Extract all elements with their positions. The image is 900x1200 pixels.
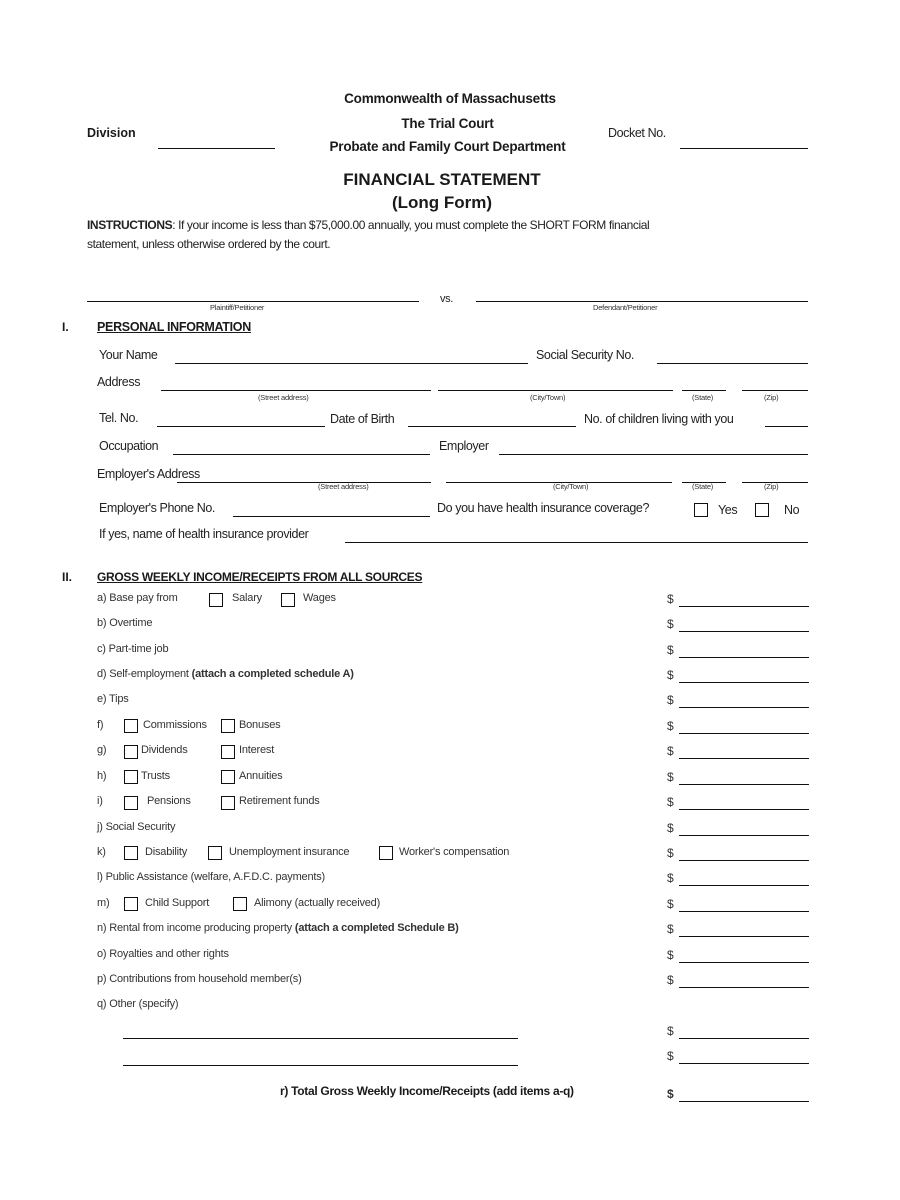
amount-field-o[interactable] — [679, 962, 809, 963]
amount-field-g[interactable] — [679, 758, 809, 759]
amount-field-m[interactable] — [679, 911, 809, 912]
plaintiff-field[interactable] — [87, 301, 419, 302]
other-specify-field-1[interactable] — [123, 1038, 518, 1039]
alimony-checkbox[interactable] — [233, 897, 247, 911]
other-specify-field-2[interactable] — [123, 1065, 518, 1066]
dollar-sign: $ — [667, 1049, 674, 1063]
your-name-label: Your Name — [99, 348, 158, 362]
commissions-label: Commissions — [143, 719, 207, 731]
section2-title: GROSS WEEKLY INCOME/RECEIPTS FROM ALL SOURCES — [97, 570, 423, 584]
vs-label: vs. — [440, 293, 453, 305]
dollar-sign: $ — [667, 897, 674, 911]
ssn-field[interactable] — [657, 363, 808, 364]
dollar-sign: $ — [667, 821, 674, 835]
dollar-sign: $ — [667, 948, 674, 962]
defendant-label: Defendant/Petitioner — [593, 303, 658, 312]
item-p-label: p) Contributions from household member(s) — [97, 973, 302, 985]
page-subtitle: (Long Form) — [391, 193, 493, 212]
amount-field-p[interactable] — [679, 987, 809, 988]
division-field[interactable] — [158, 148, 275, 149]
interest-checkbox[interactable] — [221, 745, 235, 759]
occupation-field[interactable] — [173, 454, 430, 455]
amount-field-c[interactable] — [679, 657, 809, 658]
dob-label: Date of Birth — [330, 412, 395, 426]
address-city-field[interactable] — [438, 390, 673, 391]
address-street-field[interactable] — [161, 390, 431, 391]
item-l-label: l) Public Assistance (welfare, A.F.D.C. payments) — [97, 871, 326, 883]
child-support-checkbox[interactable] — [124, 897, 138, 911]
children-field[interactable] — [765, 426, 808, 427]
header-trial-court: The Trial Court — [401, 116, 494, 131]
amount-field-f[interactable] — [679, 733, 809, 734]
children-label: No. of children living with you — [584, 412, 734, 426]
amount-field-a[interactable] — [679, 606, 809, 607]
disability-checkbox[interactable] — [124, 846, 138, 860]
dollar-sign: $ — [667, 719, 674, 733]
dollar-sign: $ — [667, 770, 674, 784]
amount-field-h[interactable] — [679, 784, 809, 785]
dollar-sign: $ — [667, 617, 674, 631]
employer-city-caption: (City/Town) — [553, 482, 589, 491]
pensions-label: Pensions — [147, 795, 191, 807]
health-yes-checkbox[interactable] — [694, 503, 708, 517]
item-d-label — [97, 668, 354, 680]
salary-label: Salary — [232, 592, 262, 604]
docket-field[interactable] — [680, 148, 808, 149]
provider-field[interactable] — [345, 542, 808, 543]
employer-street-field[interactable] — [177, 482, 431, 483]
item-o-label: o) Royalties and other rights — [97, 948, 229, 960]
your-name-field[interactable] — [175, 363, 528, 364]
address-city-caption: (City/Town) — [530, 393, 566, 402]
amount-field-q2[interactable] — [679, 1063, 809, 1064]
item-c-label: c) Part-time job — [97, 643, 169, 655]
workers-comp-checkbox[interactable] — [379, 846, 393, 860]
dollar-sign: $ — [667, 1024, 674, 1038]
amount-field-r[interactable] — [679, 1101, 809, 1102]
bonuses-checkbox[interactable] — [221, 719, 235, 733]
amount-field-l[interactable] — [679, 885, 809, 886]
dividends-label: Dividends — [141, 744, 188, 756]
disability-label: Disability — [145, 846, 188, 858]
pensions-checkbox[interactable] — [124, 796, 138, 810]
dollar-sign: $ — [667, 693, 674, 707]
wages-label: Wages — [303, 592, 336, 604]
instructions-text: : If your income is less than $75,000.00 annually, you must complete the SHORT FORM financial — [172, 218, 650, 232]
interest-label: Interest — [239, 744, 275, 756]
amount-field-d[interactable] — [679, 682, 809, 683]
item-i-label: i) — [97, 795, 103, 807]
retirement-checkbox[interactable] — [221, 796, 235, 810]
docket-label: Docket No. — [608, 126, 666, 140]
retirement-label: Retirement funds — [239, 795, 320, 807]
health-yes-label: Yes — [718, 503, 738, 517]
ssn-label: Social Security No. — [536, 348, 634, 362]
employer-phone-field[interactable] — [233, 516, 430, 517]
dob-field[interactable] — [408, 426, 576, 427]
instructions-line1 — [87, 218, 649, 232]
address-state-field[interactable] — [682, 390, 726, 391]
item-d-note: (attach a completed schedule A) — [191, 668, 354, 680]
tel-label: Tel. No. — [99, 411, 139, 425]
bonuses-label: Bonuses — [239, 719, 281, 731]
wages-checkbox[interactable] — [281, 593, 295, 607]
employer-phone-label: Employer's Phone No. — [99, 501, 215, 515]
unemployment-checkbox[interactable] — [208, 846, 222, 860]
address-state-caption: (State) — [692, 393, 714, 402]
item-f-label: f) — [97, 719, 104, 731]
plaintiff-label: Plaintiff/Petitioner — [210, 303, 265, 312]
item-n-text: n) Rental from income producing property — [97, 922, 292, 934]
amount-field-i[interactable] — [679, 809, 809, 810]
dollar-sign: $ — [667, 592, 674, 606]
item-a-label: a) Base pay from — [97, 592, 178, 604]
item-b-label: b) Overtime — [97, 617, 153, 629]
trusts-label: Trusts — [141, 770, 170, 782]
item-m-label: m) — [97, 897, 110, 909]
commissions-checkbox[interactable] — [124, 719, 138, 733]
section1-numeral: I. — [62, 320, 69, 334]
instructions-lead: INSTRUCTIONS — [87, 218, 173, 232]
item-n-note: (attach a completed Schedule B) — [294, 922, 459, 934]
annuities-checkbox[interactable] — [221, 770, 235, 784]
amount-field-k[interactable] — [679, 860, 809, 861]
address-street-caption: (Street address) — [258, 393, 309, 402]
defendant-field[interactable] — [476, 301, 808, 302]
dollar-sign: $ — [667, 1087, 674, 1101]
item-q-label: q) Other (specify) — [97, 998, 179, 1010]
dollar-sign: $ — [667, 871, 674, 885]
item-j-label: j) Social Security — [97, 821, 176, 833]
workers-comp-label: Worker's compensation — [399, 846, 510, 858]
item-d-text: d) Self-employment — [97, 668, 189, 680]
item-g-label: g) — [97, 744, 107, 756]
trusts-checkbox[interactable] — [124, 770, 138, 784]
section2-numeral: II. — [62, 570, 73, 584]
tel-field[interactable] — [157, 426, 325, 427]
amount-field-j[interactable] — [679, 835, 809, 836]
dollar-sign: $ — [667, 795, 674, 809]
address-zip-caption: (Zip) — [764, 393, 779, 402]
child-support-label: Child Support — [145, 897, 210, 909]
header-department: Probate and Family Court Department — [329, 139, 566, 154]
employer-zip-caption: (Zip) — [764, 482, 779, 491]
amount-field-b[interactable] — [679, 631, 809, 632]
health-no-label: No — [784, 503, 800, 517]
dividends-checkbox[interactable] — [124, 745, 138, 759]
address-label: Address — [97, 375, 141, 389]
dollar-sign: $ — [667, 668, 674, 682]
dollar-sign: $ — [667, 643, 674, 657]
amount-field-n[interactable] — [679, 936, 809, 937]
header-commonwealth: Commonwealth of Massachusetts — [344, 91, 556, 106]
health-question-label: Do you have health insurance coverage? — [437, 501, 650, 515]
page-title: FINANCIAL STATEMENT — [343, 170, 541, 189]
section1-title: PERSONAL INFORMATION — [97, 320, 251, 334]
salary-checkbox[interactable] — [209, 593, 223, 607]
dollar-sign: $ — [667, 922, 674, 936]
occupation-label: Occupation — [99, 439, 159, 453]
annuities-label: Annuities — [239, 770, 283, 782]
amount-field-q1[interactable] — [679, 1038, 809, 1039]
address-zip-field[interactable] — [742, 390, 808, 391]
amount-field-e[interactable] — [679, 707, 809, 708]
employer-label: Employer — [439, 439, 489, 453]
employer-state-caption: (State) — [692, 482, 714, 491]
dollar-sign: $ — [667, 973, 674, 987]
dollar-sign: $ — [667, 744, 674, 758]
employer-street-caption: (Street address) — [318, 482, 369, 491]
unemployment-label: Unemployment insurance — [229, 846, 350, 858]
item-n-label — [97, 922, 459, 934]
division-label: Division — [87, 126, 136, 140]
health-no-checkbox[interactable] — [755, 503, 769, 517]
provider-label: If yes, name of health insurance provider — [99, 527, 309, 541]
item-e-label: e) Tips — [97, 693, 129, 705]
employer-address-label: Employer's Address — [97, 467, 200, 481]
alimony-label: Alimony (actually received) — [254, 897, 381, 909]
employer-field[interactable] — [499, 454, 808, 455]
item-k-label: k) — [97, 846, 106, 858]
instructions-line2: statement, unless otherwise ordered by the court. — [87, 237, 331, 251]
item-r-label: r) Total Gross Weekly Income/Receipts (add items a-q) — [280, 1084, 574, 1098]
dollar-sign: $ — [667, 846, 674, 860]
item-h-label: h) — [97, 770, 107, 782]
